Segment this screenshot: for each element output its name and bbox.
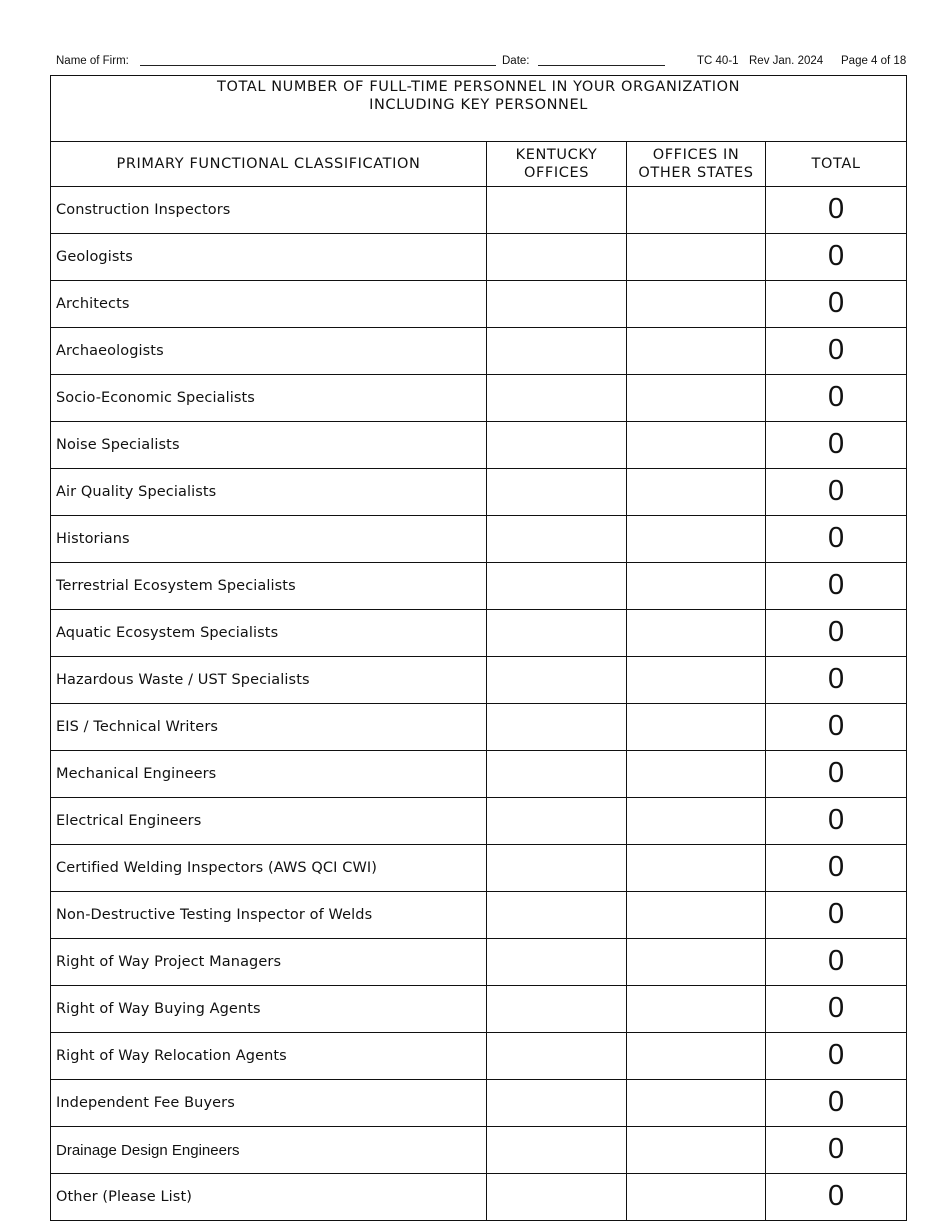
table-row [51, 375, 907, 422]
total-value: 0 [766, 610, 907, 657]
table-row [51, 1033, 907, 1080]
classification-label: EIS / Technical Writers [51, 704, 487, 751]
total-value: 0 [766, 469, 907, 516]
classification-label: Noise Specialists [51, 422, 487, 469]
table-row [51, 187, 907, 234]
classification-label: Electrical Engineers [51, 798, 487, 845]
other-states-offices-input[interactable] [627, 798, 766, 845]
classification-label: Independent Fee Buyers [51, 1080, 487, 1127]
table-title-line: INCLUDING KEY PERSONNEL [369, 97, 588, 113]
classification-label: Non-Destructive Testing Inspector of Welds [51, 892, 487, 939]
page-header [56, 55, 912, 71]
table-row [51, 892, 907, 939]
classification-label: Geologists [51, 234, 487, 281]
kentucky-offices-input[interactable] [487, 751, 627, 798]
classification-label: Hazardous Waste / UST Specialists [51, 657, 487, 704]
classification-label: Mechanical Engineers [51, 751, 487, 798]
total-value: 0 [766, 375, 907, 422]
other-states-offices-input[interactable] [627, 657, 766, 704]
table-title [51, 76, 907, 142]
classification-label: Air Quality Specialists [51, 469, 487, 516]
column-header-text: OTHER STATES [638, 165, 754, 181]
total-value: 0 [766, 798, 907, 845]
kentucky-offices-input[interactable] [487, 1174, 627, 1221]
kentucky-offices-input[interactable] [487, 657, 627, 704]
other-states-offices-input[interactable] [627, 469, 766, 516]
column-header-classification [51, 142, 487, 187]
personnel-table [50, 75, 907, 1221]
classification-label: Drainage Design Engineers [51, 1127, 487, 1174]
column-header-text: KENTUCKY [515, 147, 598, 163]
table-title-line: TOTAL NUMBER OF FULL-TIME PERSONNEL IN YOUR ORGANIZATION [217, 79, 741, 95]
kentucky-offices-input[interactable] [487, 1080, 627, 1127]
column-header-text: TOTAL [811, 156, 861, 172]
kentucky-offices-input[interactable] [487, 328, 627, 375]
kentucky-offices-input[interactable] [487, 187, 627, 234]
total-value: 0 [766, 892, 907, 939]
kentucky-offices-input[interactable] [487, 610, 627, 657]
classification-label: Other (Please List) [51, 1174, 487, 1221]
total-value: 0 [766, 516, 907, 563]
other-states-offices-input[interactable] [627, 845, 766, 892]
total-value: 0 [766, 1174, 907, 1221]
other-states-offices-input[interactable] [627, 610, 766, 657]
total-value: 0 [766, 1127, 907, 1174]
other-states-offices-input[interactable] [627, 1033, 766, 1080]
other-states-offices-input[interactable] [627, 281, 766, 328]
classification-label: Construction Inspectors [51, 187, 487, 234]
classification-label: Right of Way Relocation Agents [51, 1033, 487, 1080]
table-row [51, 610, 907, 657]
table-row [51, 1174, 907, 1221]
other-states-offices-input[interactable] [627, 751, 766, 798]
page-number: Page 4 of 18 [841, 55, 907, 67]
table-row [51, 986, 907, 1033]
table-row [51, 469, 907, 516]
total-value: 0 [766, 1033, 907, 1080]
other-states-offices-input[interactable] [627, 187, 766, 234]
name-of-firm-label: Name of Firm: [56, 55, 129, 67]
form-revision: Rev Jan. 2024 [749, 55, 824, 67]
table-row [51, 704, 907, 751]
other-states-offices-input[interactable] [627, 516, 766, 563]
table-row [51, 563, 907, 610]
table-row [51, 516, 907, 563]
total-value: 0 [766, 986, 907, 1033]
column-header-text: OFFICES [523, 165, 590, 181]
table-row [51, 798, 907, 845]
column-header-total [766, 142, 907, 187]
other-states-offices-input[interactable] [627, 563, 766, 610]
other-states-offices-input[interactable] [627, 1080, 766, 1127]
classification-label: Right of Way Project Managers [51, 939, 487, 986]
date-label: Date: [502, 55, 530, 67]
kentucky-offices-input[interactable] [487, 939, 627, 986]
other-states-offices-input[interactable] [627, 986, 766, 1033]
column-header-kentucky-offices [487, 142, 627, 187]
classification-label: Terrestrial Ecosystem Specialists [51, 563, 487, 610]
total-value: 0 [766, 422, 907, 469]
other-states-offices-input[interactable] [627, 1127, 766, 1174]
column-header-other-states [627, 142, 766, 187]
classification-label: Certified Welding Inspectors (AWS QCI CWI) [51, 845, 487, 892]
table-row [51, 1127, 907, 1174]
form-id: TC 40-1 [697, 55, 739, 67]
kentucky-offices-input[interactable] [487, 516, 627, 563]
total-value: 0 [766, 704, 907, 751]
total-value: 0 [766, 187, 907, 234]
classification-label: Architects [51, 281, 487, 328]
other-states-offices-input[interactable] [627, 892, 766, 939]
kentucky-offices-input[interactable] [487, 892, 627, 939]
other-states-offices-input[interactable] [627, 939, 766, 986]
classification-label: Historians [51, 516, 487, 563]
total-value: 0 [766, 845, 907, 892]
kentucky-offices-input[interactable] [487, 1033, 627, 1080]
kentucky-offices-input[interactable] [487, 234, 627, 281]
other-states-offices-input[interactable] [627, 422, 766, 469]
kentucky-offices-input[interactable] [487, 798, 627, 845]
name-of-firm-field[interactable] [140, 65, 496, 66]
kentucky-offices-input[interactable] [487, 1127, 627, 1174]
total-value: 0 [766, 657, 907, 704]
total-value: 0 [766, 281, 907, 328]
table-row [51, 1080, 907, 1127]
kentucky-offices-input[interactable] [487, 845, 627, 892]
other-states-offices-input[interactable] [627, 234, 766, 281]
other-states-offices-input[interactable] [627, 328, 766, 375]
total-value: 0 [766, 751, 907, 798]
kentucky-offices-input[interactable] [487, 704, 627, 751]
table-row [51, 845, 907, 892]
kentucky-offices-input[interactable] [487, 469, 627, 516]
total-value: 0 [766, 1080, 907, 1127]
total-value: 0 [766, 563, 907, 610]
other-states-offices-input[interactable] [627, 704, 766, 751]
column-header-text: OFFICES IN [652, 147, 740, 163]
classification-label: Aquatic Ecosystem Specialists [51, 610, 487, 657]
other-states-offices-input[interactable] [627, 375, 766, 422]
table-row [51, 939, 907, 986]
kentucky-offices-input[interactable] [487, 281, 627, 328]
kentucky-offices-input[interactable] [487, 375, 627, 422]
other-states-offices-input[interactable] [627, 1174, 766, 1221]
kentucky-offices-input[interactable] [487, 563, 627, 610]
kentucky-offices-input[interactable] [487, 422, 627, 469]
table-row [51, 328, 907, 375]
kentucky-offices-input[interactable] [487, 986, 627, 1033]
classification-label: Archaeologists [51, 328, 487, 375]
total-value: 0 [766, 234, 907, 281]
total-value: 0 [766, 328, 907, 375]
table-row [51, 751, 907, 798]
column-header-text: PRIMARY FUNCTIONAL CLASSIFICATION [116, 156, 421, 172]
classification-label: Socio-Economic Specialists [51, 375, 487, 422]
classification-label: Right of Way Buying Agents [51, 986, 487, 1033]
total-value: 0 [766, 939, 907, 986]
table-row [51, 234, 907, 281]
date-field[interactable] [538, 65, 665, 66]
table-row [51, 422, 907, 469]
table-row [51, 657, 907, 704]
table-row [51, 281, 907, 328]
